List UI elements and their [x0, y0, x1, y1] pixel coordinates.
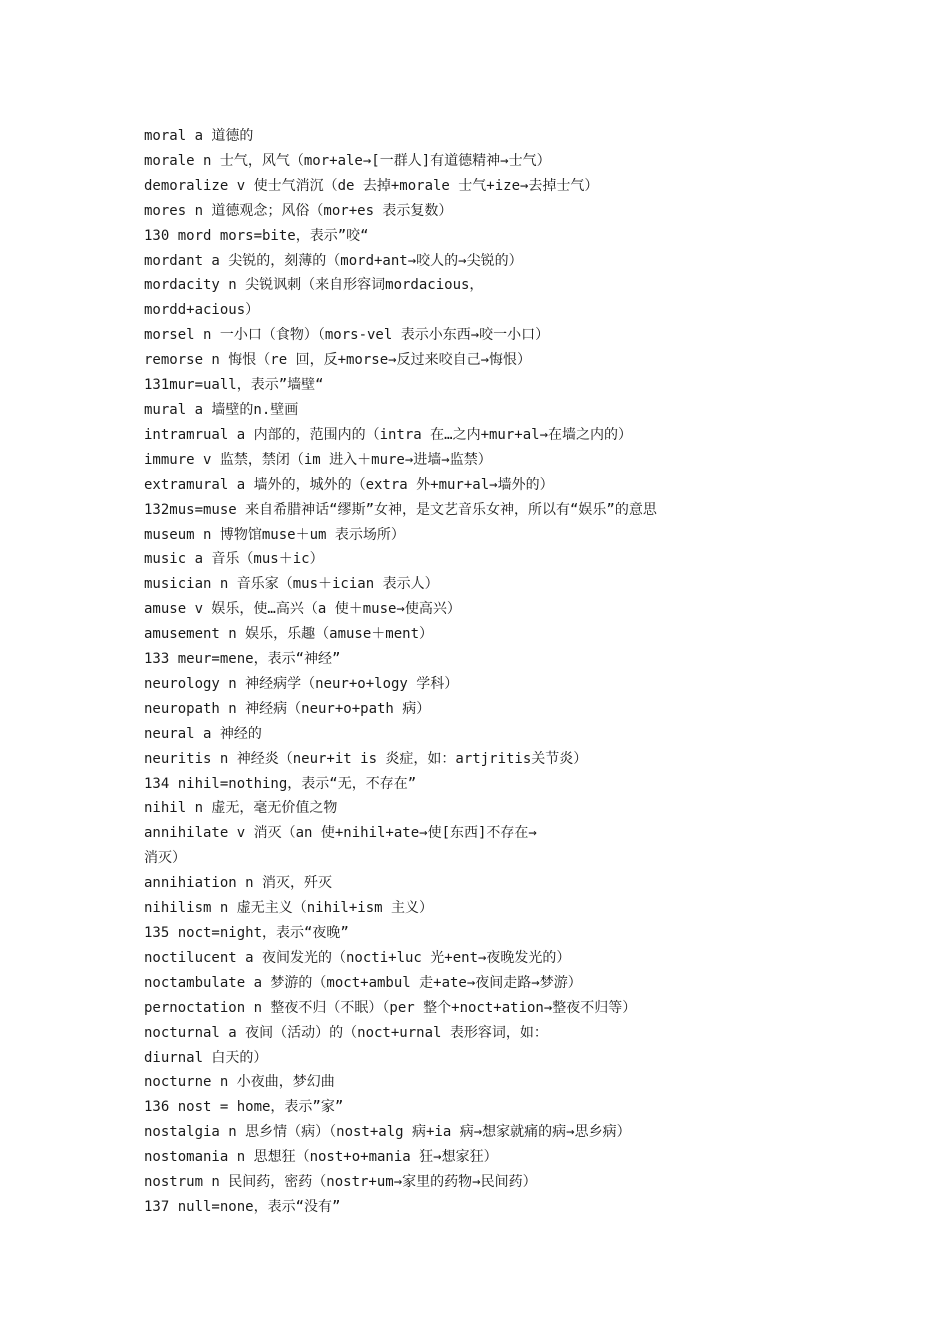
text-line: noctambulate a 梦游的（moct+ambul 走+ate→夜间走路→梦游）: [144, 974, 582, 991]
text-line: demoralize v 使士气消沉（de 去掉+morale 士气+ize→去掉士气）: [144, 177, 599, 194]
vocabulary-text-block: [144, 124, 924, 1220]
text-line: remorse n 悔恨（re 回，反+morse→反过来咬自己→悔恨）: [144, 352, 532, 369]
text-line: mural a 墙壁的n.壁画: [144, 401, 299, 418]
text-line: musician n 音乐家（mus＋ician 表示人）: [144, 576, 439, 593]
text-line: nostrum n 民间药，密药（nostr+um→家里的药物→民间药）: [144, 1174, 537, 1191]
text-line: extramural a 墙外的，城外的（extra 外+mur+al→墙外的）: [144, 476, 554, 493]
text-line: museum n 博物馆muse＋um 表示场所）: [144, 526, 405, 543]
text-line: pernoctation n 整夜不归（不眠）（per 整个+noct+ation→整夜不归等）: [144, 999, 637, 1016]
text-line: 消灭）: [144, 850, 186, 867]
text-line: immure v 监禁，禁闭（im 进入＋mure→进墙→监禁）: [144, 451, 492, 468]
text-line: nihil n 虚无，毫无价值之物: [144, 800, 338, 817]
text-line: neuritis n 神经炎（neur+it is 炎症，如：artjritis关节炎）: [144, 750, 588, 767]
section-heading-135: 135 noct=night，表示“夜晚”: [144, 925, 349, 941]
text-line: intramrual a 内部的，范围内的（intra 在…之内+mur+al→在墙之内的）: [144, 426, 633, 443]
text-line: neurology n 神经病学（neur+o+logy 学科）: [144, 675, 459, 692]
text-line: mores n 道德观念；风俗（mor+es 表示复数）: [144, 202, 453, 219]
text-line: nocturne n 小夜曲，梦幻曲: [144, 1074, 335, 1091]
text-line: annihilate v 消灭（an 使+nihil+ate→使[东西]不存在→: [144, 825, 537, 842]
text-line: mordant a 尖锐的，刻薄的（mord+ant→咬人的→尖锐的）: [144, 252, 523, 269]
text-line: amuse v 娱乐，使…高兴（a 使＋muse→使高兴）: [144, 601, 461, 618]
text-line: moral a 道德的: [144, 128, 254, 144]
section-heading-136: 136 nost = home，表示”家”: [144, 1099, 344, 1116]
text-line: amusement n 娱乐，乐趣（amuse＋ment）: [144, 626, 434, 643]
section-heading-137: 137 null=none，表示“没有”: [144, 1198, 341, 1215]
section-heading-131: 131mur=uall，表示”墙壁“: [144, 377, 324, 394]
text-line: nostomania n 思想狂（nost+o+mania 狂→想家狂）: [144, 1149, 498, 1166]
text-line: neural a 神经的: [144, 725, 262, 742]
section-heading-133: 133 meur=mene，表示“神经”: [144, 651, 341, 668]
text-line: mordacity n 尖锐讽刺（来自形容词mordacious，: [144, 277, 484, 294]
text-line: nihilism n 虚无主义（nihil+ism 主义）: [144, 900, 434, 917]
text-line: mordd+acious）: [144, 302, 260, 319]
text-line: annihiation n 消灭，歼灭: [144, 875, 333, 892]
text-line: noctilucent a 夜间发光的（nocti+luc 光+ent→夜晚发光的）: [144, 949, 571, 966]
section-heading-134: 134 nihil=nothing，表示“无，不存在”: [144, 775, 417, 792]
text-line: nostalgia n 思乡情（病）（nost+alg 病+ia 病→想家就痛的病→思乡病）: [144, 1124, 631, 1141]
text-line: nocturnal a 夜间（活动）的（noct+urnal 表形容词，如：: [144, 1024, 548, 1041]
section-heading-132: 132mus=muse 来自希腊神话“缪斯”女神，是文艺音乐女神，所以有“娱乐”的意思: [144, 501, 657, 518]
text-line: neuropath n 神经病（neur+o+path 病）: [144, 700, 431, 717]
text-line: morsel n 一小口（食物）（mors-vel 表示小东西→咬一小口）: [144, 327, 550, 344]
text-line: diurnal 白天的）: [144, 1049, 268, 1066]
text-line: morale n 士气，风气（mor+ale→[一群人]有道德精神→士气）: [144, 152, 551, 169]
section-heading-130: 130 mord mors=bite，表示”咬“: [144, 227, 369, 244]
text-line: music a 音乐（mus＋ic）: [144, 551, 324, 568]
